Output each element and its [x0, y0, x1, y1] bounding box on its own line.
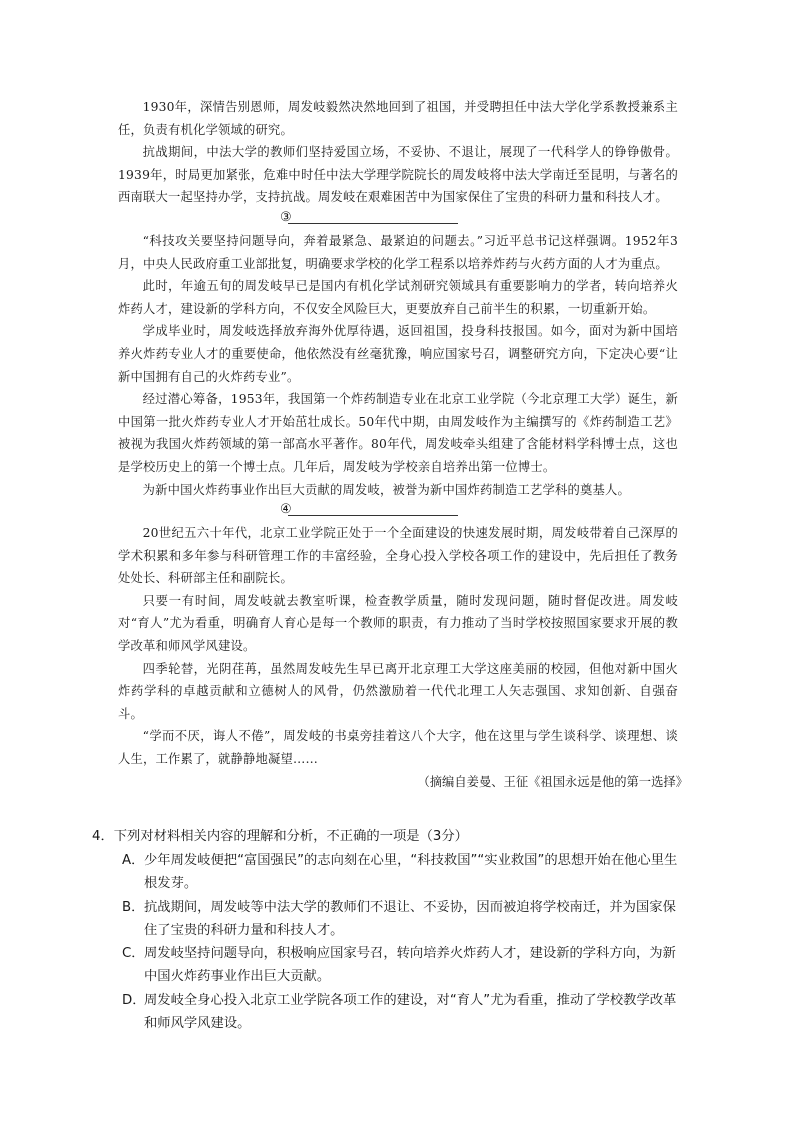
- article-paragraph: “科技攻关要坚持问题导向，奔着最紧急、最紧迫的问题去。”习近平总书记这样强调。1952年3月，中央人民政府重工业部批复，明确要求学校的化学工程系以培养炸药与火药方面的人才为重点。: [118, 233, 678, 271]
- article-paragraph: 经过潜心筹备，1953年，我国第一个炸药制造专业在北京工业学院（今北京理工大学）诞生，新中国第一批火炸药专业人才开始茁壮成长。50年代中期，由周发岐作为主编撰写的《炸药制造工艺》被视为我国火炸药领域的第一部高水平著作。80年代，周发岐牵头组建了含能材料学科博士点，这也是学校历史上的第一个博士点。几年后，周发岐为学校亲自培养出第一位博士。: [118, 392, 678, 474]
- option-letter: B．: [122, 899, 145, 915]
- section-marker-3: [118, 209, 678, 230]
- article-paragraph: 学成毕业时，周发岐选择放弃海外优厚待遇，返回祖国，投身科技报国。如今，面对为新中国培养火炸药专业人才的重要使命，他依然没有丝毫犹豫，响应国家号召，调整研究方向，下定决心要“让新中国拥有自己的火炸药专业”。: [118, 324, 678, 384]
- article-paragraph: 此时，年逾五旬的周发岐早已是国内有机化学试剂研究领域具有重要影响力的学者，转向培养火炸药人才，建设新的学科方向，不仅安全风险巨大，更要放弃自己前半生的积累，一切重新开始。: [118, 279, 678, 316]
- article-paragraph: 1930年，深情告别恩师，周发岐毅然决然地回到了祖国，并受聘担任中法大学化学系教授兼系主任，负责有机化学领域的研究。: [118, 100, 678, 137]
- answer-blank-line: [288, 515, 458, 516]
- article-paragraph: 20世纪五六十年代，北京工业学院正处于一个全面建设的快速发展时期，周发岐带着自己深厚的学术积累和多年参与科研管理工作的丰富经验，全身心投入学校各项工作的建设中，先后担任了教务处处长、科研部主任和副院长。: [118, 526, 678, 586]
- article-body: [118, 96, 688, 793]
- option-letter: D．: [122, 992, 146, 1008]
- option-text: 周发岐全身心投入北京工业学院各项工作的建设，对“育人”尤为看重，推动了学校教学改革和师风学风建设。: [144, 992, 677, 1032]
- answer-blank-line: [288, 223, 458, 224]
- question-stem: 4．下列对材料相关内容的理解和分析，不正确的一项是（3分）: [92, 829, 468, 844]
- article-paragraph: 只要一有时间，周发岐就去教室听课，检查教学质量，随时发现问题，随时督促改进。周发岐对“育人”尤为看重，明确育人育心是每一个教师的职责，有力推动了当时学校按照国家要求开展的教学改革和师风学风建设。: [118, 593, 678, 654]
- option-d: [122, 989, 682, 1036]
- article-paragraph: 抗战期间，中法大学的教师们坚持爱国立场，不妥协、不退让，展现了一代科学人的铮铮傲骨。1939年，时局更加紧张，危难中时任中法大学理学院院长的周发岐将中法大学南迁至昆明，与著名的西南联大一起坚持办学，支持抗战。周发岐在艰难困苦中为国家保住了宝贵的科研力量和科技人才。: [118, 145, 678, 205]
- section-marker-4: [118, 501, 678, 522]
- section-number: ③: [280, 209, 292, 225]
- option-text: 少年周发岐便把“富国强民”的志向刻在心里，“科技救国”“实业救国”的思想开始在他心里生根发芽。: [144, 853, 678, 892]
- option-a: [122, 849, 682, 896]
- source-citation: （摘编自姜曼、王征《祖国永远是他的第一选择》: [417, 774, 688, 789]
- option-letter: A．: [122, 853, 145, 868]
- article-paragraph: “学而不厌，诲人不倦”，周发岐的书桌旁挂着这八个大字，他在这里与学生谈科学、谈理想、谈人生，工作累了，就静静地凝望……: [118, 729, 678, 767]
- option-b: [122, 896, 682, 943]
- question-4: [92, 826, 682, 1035]
- option-text: 周发岐坚持问题导向，积极响应国家号召，转向培养火炸药人才，建设新的学科方向，为新中国火炸药事业作出巨大贡献。: [144, 946, 676, 985]
- article-paragraph: 为新中国火炸药事业作出巨大贡献的周发岐，被誉为新中国炸药制造工艺学科的奠基人。: [142, 482, 630, 497]
- option-letter: C．: [122, 946, 145, 962]
- option-c: [122, 942, 682, 989]
- option-text: 抗战期间，周发岐等中法大学的教师们不退让、不妥协，因而被迫将学校南迁，并为国家保住了宝贵的科研力量和科技人才。: [144, 899, 676, 938]
- article-paragraph: 四季轮替，光阴荏苒，虽然周发岐先生早已离开北京理工大学这座美丽的校园，但他对新中国火炸药学科的卓越贡献和立德树人的风骨，仍然激励着一代代北理工人矢志强国、求知创新、自强奋斗。: [118, 661, 678, 721]
- section-number: ④: [280, 502, 292, 518]
